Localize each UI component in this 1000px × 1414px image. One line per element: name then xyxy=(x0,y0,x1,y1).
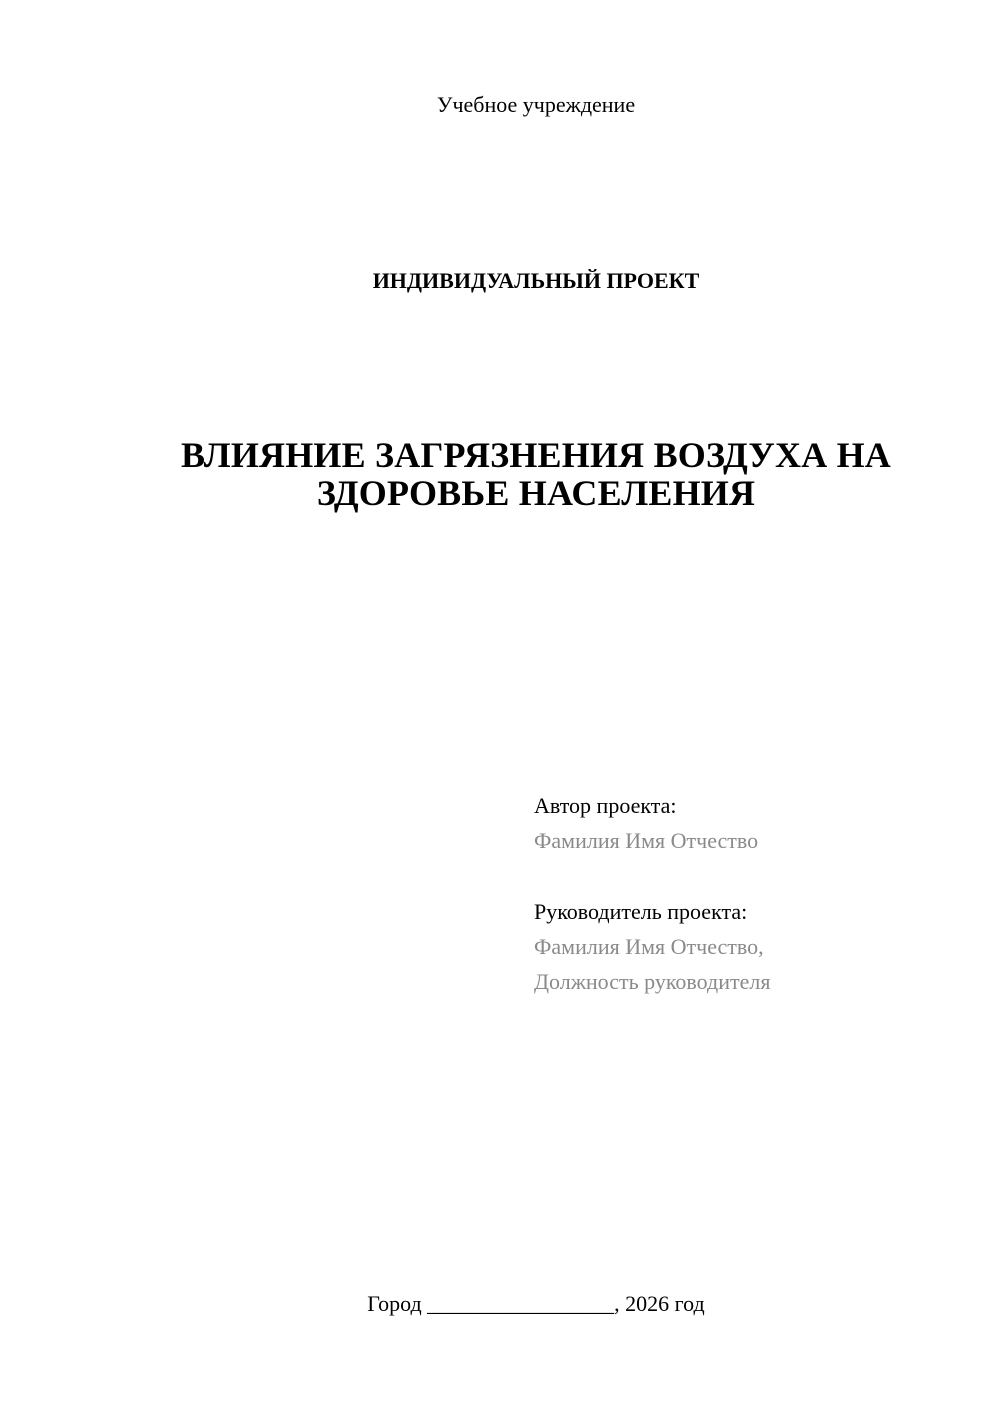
author-name-placeholder: Фамилия Имя Отчество xyxy=(534,828,759,853)
supervisor-name-placeholder: Фамилия Имя Отчество, xyxy=(534,934,764,959)
city-year-line: Город _________________, 2026 год xyxy=(367,1291,705,1316)
credits-block xyxy=(534,788,974,999)
author-label: Автор проекта: xyxy=(534,793,677,818)
project-title-line-1: ВЛИЯНИЕ ЗАГРЯЗНЕНИЯ ВОЗДУХА НА xyxy=(180,435,892,475)
supervisor-label: Руководитель проекта: xyxy=(534,899,748,924)
credits-spacer xyxy=(534,858,974,894)
document-type: ИНДИВИДУАЛЬНЫЙ ПРОЕКТ xyxy=(372,268,700,293)
project-title-line-2: ЗДОРОВЬЕ НАСЕЛЕНИЯ xyxy=(316,473,756,513)
project-title xyxy=(100,436,972,512)
supervisor-position-placeholder: Должность руководителя xyxy=(534,969,771,994)
institution-name: Учебное учреждение xyxy=(436,92,636,117)
